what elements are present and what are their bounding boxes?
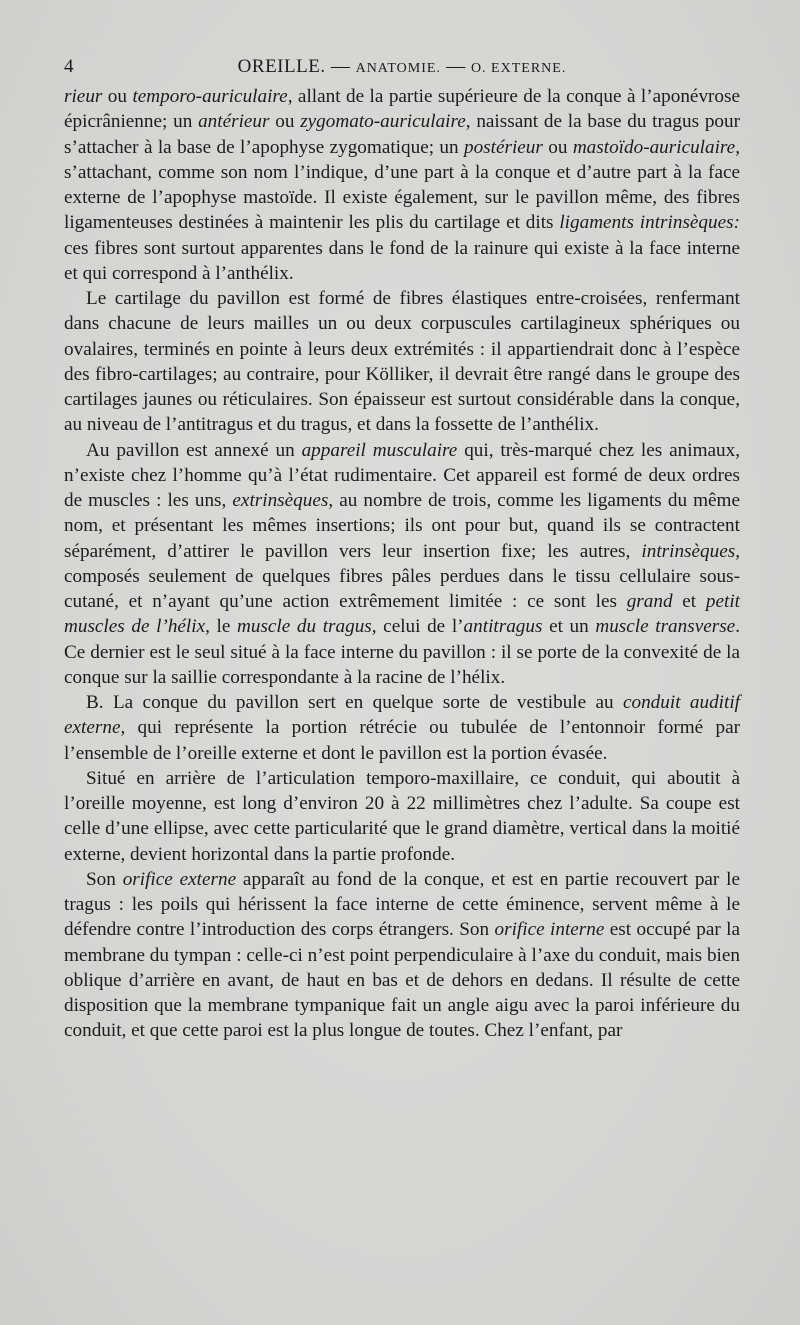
text-run: et un	[542, 616, 596, 638]
italic-term: petit muscles de l’hélix	[64, 591, 740, 638]
text-run: apparaît au fond de la conque, et est en partie recouvert par le tragus : les poils qui hérissent la face interne de cette éminence, servent même à le défendre contre l’introduction des corps étrangers. Son	[64, 868, 741, 941]
text-run: , le	[205, 616, 237, 638]
italic-term: orifice externe	[122, 868, 237, 890]
paragraph	[64, 286, 740, 438]
italic-term: temporo-auriculaire	[132, 86, 288, 107]
text-run: , qui représente la portion rétrécie ou tubulée de l’entonnoir formé par l’ensemble de l’oreille externe et dont le pavillon est la portion évasée.	[64, 717, 740, 764]
running-head-dash: —	[325, 56, 356, 77]
italic-term: antérieur	[198, 111, 270, 133]
text-run: qui, très-marqué chez les animaux, n’existe chez l’homme qu’à l’état rudimentaire. Cet appareil est formé de deux ordres de muscles : les uns,	[64, 439, 740, 511]
paragraph	[64, 438, 740, 691]
text-run: Le cartilage du pavillon est formé de fibres élastiques entre-croisées, renfermant dans chacune de leurs mailles un ou deux corpuscules cartilagineux sphériques ou ovalaires, terminés en pointe à leurs deux extrémités : il appartiendrait donc à l’espèce des fibro-cartilages; au contraire, pour Kölliker, il devrait être rangé dans le groupe des cartilages jaunes ou réticulaires. Son épaisseur est surtout considérable dans la conque, au niveau de l’antitragus et du tragus, et dans la fossette de l’anthélix.	[64, 288, 740, 436]
italic-term: rieur	[64, 86, 103, 107]
page-number: 4	[64, 56, 74, 77]
paragraph	[64, 867, 740, 1044]
running-head-dash: —	[440, 56, 471, 77]
text-run: ou	[102, 86, 133, 107]
italic-term: muscle transverse	[595, 616, 736, 638]
italic-term: postérieur	[463, 136, 543, 158]
italic-term: muscle du tragus	[237, 616, 372, 638]
paragraph	[64, 766, 740, 867]
text-run: B. La conque du pavillon sert en quelque sorte de vestibule au	[86, 692, 623, 713]
italic-term: orifice interne	[494, 919, 605, 941]
italic-term: grand	[626, 591, 673, 612]
running-header	[64, 56, 740, 84]
text-run: , allant de la partie supérieure de la conque à l’aponévrose épicrânienne; un	[64, 86, 740, 133]
italic-term: extrinsèques	[232, 490, 329, 511]
body-text	[64, 84, 740, 1044]
italic-term: zygomato-auriculaire	[300, 111, 466, 133]
italic-term: antitragus	[463, 616, 543, 638]
text-run: , au nombre de trois, comme les ligaments du même nom, et présentant les mêmes insertions; ils ont pour but, quand ils se contractent séparément, d’attirer le pavillon vers leur insertion fixe; les autres,	[64, 490, 740, 562]
running-head-subsection: O. EXTERNE.	[470, 61, 567, 76]
italic-term: ligaments intrinsèques:	[559, 212, 740, 234]
text-run: ou	[269, 111, 301, 133]
text-run: . Ce dernier est le seul situé à la face interne du pavillon : il se porte de la convexité de la conque sur la saillie correspondante à la racine de l’hélix.	[64, 616, 740, 688]
text-run: est occupé par la membrane du tympan : celle-ci n’est point perpendiculaire à l’axe du conduit, mais bien oblique d’arrière en avant, de haut en bas et de dehors en dedans. Il résulte de cette disposition que la membrane tympanique fait un angle aigu avec la paroi inférieure du conduit, et que cette paroi est la plus longue de toutes. Chez l’enfant, par	[64, 919, 740, 1042]
text-run: et	[672, 591, 706, 612]
italic-term: conduit auditif externe	[64, 692, 740, 739]
text-run: , s’attachant, comme son nom l’indique, d’une part à la conque et d’autre part à la face externe de l’apophyse mastoïde. Il existe également, sur le pavillon même, des fibres ligamenteuses destinées à maintenir les plis du cartilage et dits	[64, 136, 740, 234]
text-run: , naissant de la base du tragus pour s’attacher à la base de l’apophyse zygomatique; un	[64, 111, 741, 158]
running-head-section: ANATOMIE.	[355, 61, 441, 76]
text-run: ces fibres sont surtout apparentes dans le fond de la rainure qui existe à la face interne et qui correspond à l’anthélix.	[64, 237, 740, 284]
text-run: , celui de l’	[371, 616, 464, 638]
text-run: ou	[542, 136, 573, 158]
paragraph	[64, 690, 740, 766]
text-run: , composés seulement de quelques fibres pâles perdues dans le tissu cellulaire sous-cutané, et n’ayant qu’une action extrêmement limitée : ce sont les	[64, 540, 740, 612]
text-run: Son	[86, 868, 123, 890]
text-run: Situé en arrière de l’articulation temporo-maxillaire, ce conduit, qui aboutit à l’oreille moyenne, est long d’environ 20 à 22 millimètres chez l’adulte. Sa coupe est celle d’une ellipse, avec cette particularité que le grand diamètre, vertical dans la moitié externe, devient horizontal dans la partie profonde.	[64, 767, 740, 865]
italic-term: appareil musculaire	[301, 439, 458, 461]
running-head	[64, 56, 740, 78]
running-head-title: OREILLE.	[237, 56, 326, 77]
paragraph	[64, 84, 740, 286]
italic-term: intrinsèques	[641, 540, 736, 562]
italic-term: mastoïdo-auriculaire	[572, 136, 736, 158]
text-run: Au pavillon est annexé un	[86, 439, 302, 461]
